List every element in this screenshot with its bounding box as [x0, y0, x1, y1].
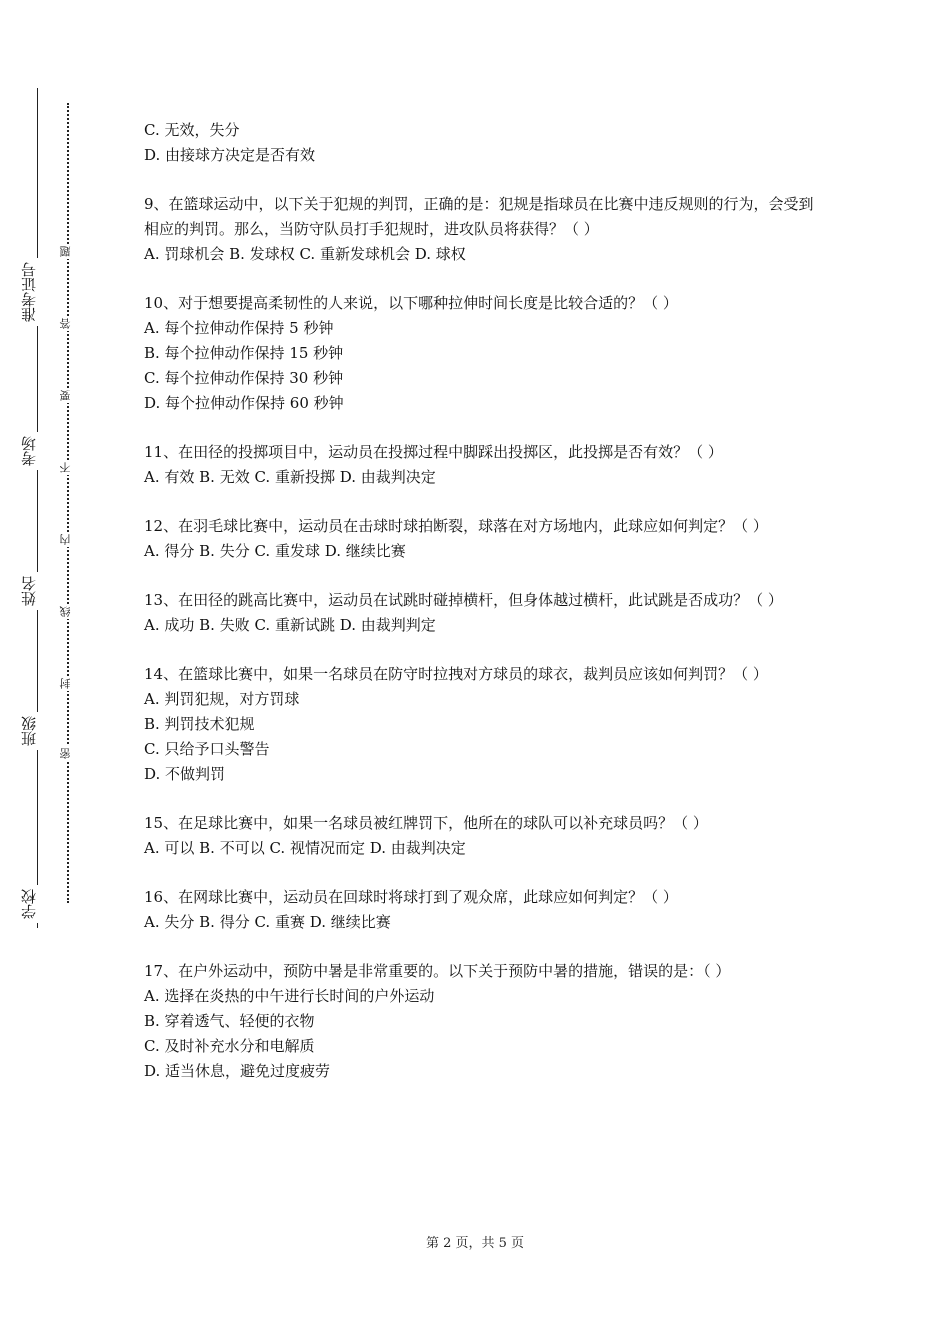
- seal-char: 内: [60, 532, 76, 547]
- question-13: [144, 588, 814, 638]
- question-10: [144, 291, 814, 416]
- option: B. 穿着透气、轻便的衣物: [144, 1012, 315, 1030]
- seal-char: 线: [60, 604, 76, 619]
- seal-char: 密: [60, 746, 76, 761]
- question-17: [144, 959, 814, 1084]
- option: C. 每个拉伸动作保持 30 秒钟: [144, 369, 344, 387]
- option: A. 选择在炎热的中午进行长时间的户外运动: [144, 987, 435, 1005]
- question-12: [144, 514, 814, 564]
- question-9: [144, 192, 814, 267]
- option: D. 适当休息，避免过度疲劳: [144, 1062, 331, 1080]
- question-stem: 12、在羽毛球比赛中，运动员在击球时球拍断裂，球落在对方场地内，此球应如何判定？（ ）: [144, 517, 768, 535]
- question-stem: 14、在篮球比赛中，如果一名球员在防守时拉拽对方球员的球衣，裁判员应该如何判罚？（ ）: [144, 665, 768, 683]
- option: D. 由接球方决定是否有效: [144, 146, 316, 164]
- page-number: 第 2 页，共 5 页: [425, 1236, 525, 1251]
- option: C. 及时补充水分和电解质: [144, 1037, 315, 1055]
- binding-solid-line: [37, 88, 38, 928]
- option: A. 每个拉伸动作保持 5 秒钟: [144, 319, 334, 337]
- question-stem: 9、在篮球运动中，以下关于犯规的判罚，正确的是：犯规是指球员在比赛中违反规则的行为，会受到相应的判罚。那么，当防守队员打手犯规时，进攻队员将获得？（ ）: [144, 195, 814, 238]
- question-stem: 13、在田径的跳高比赛中，运动员在试跳时碰掉横杆，但身体越过横杆，此试跳是否成功？（ ）: [144, 591, 783, 609]
- option: D. 不做判罚: [144, 765, 226, 783]
- option: A. 失分 B. 得分 C. 重赛 D. 继续比赛: [144, 913, 391, 931]
- question-15: [144, 811, 814, 861]
- question-16: [144, 885, 814, 935]
- class-label: 班级: [22, 712, 52, 750]
- option: B. 判罚技术犯规: [144, 715, 255, 733]
- option: A. 得分 B. 失分 C. 重发球 D. 继续比赛: [144, 542, 406, 560]
- question-stem: 17、在户外运动中，预防中暑是非常重要的。以下关于预防中暑的措施，错误的是：（ ）: [144, 962, 731, 980]
- seal-char: 不: [60, 460, 76, 475]
- option: B. 每个拉伸动作保持 15 秒钟: [144, 344, 344, 362]
- question-stem: 15、在足球比赛中，如果一名球员被红牌罚下，他所在的球队可以补充球员吗？（ ）: [144, 814, 708, 832]
- seal-char: 封: [60, 676, 76, 691]
- option: A. 成功 B. 失败 C. 重新试跳 D. 由裁判判定: [144, 616, 436, 634]
- seal-char: 题: [60, 244, 76, 259]
- carry-over-question: [144, 118, 814, 168]
- question-stem: 10、对于想要提高柔韧性的人来说，以下哪种拉伸时间长度是比较合适的？（ ）: [144, 294, 678, 312]
- seal-char: 要: [60, 388, 76, 403]
- question-stem: 16、在网球比赛中，运动员在回球时将球打到了观众席，此球应如何判定？（ ）: [144, 888, 678, 906]
- question-content: [144, 118, 814, 1108]
- option: A. 罚球机会 B. 发球权 C. 重新发球机会 D. 球权: [144, 245, 466, 263]
- question-11: [144, 440, 814, 490]
- student-name-label: 姓名: [22, 572, 52, 610]
- option: C. 只给予口头警告: [144, 740, 270, 758]
- question-stem: 11、在田径的投掷项目中，运动员在投掷过程中脚踩出投掷区，此投掷是否有效？（ ）: [144, 443, 723, 461]
- binding-margin: [0, 0, 90, 1344]
- exam-number-label: 准考证号: [22, 258, 52, 326]
- option: A. 判罚犯规，对方罚球: [144, 690, 300, 708]
- exam-room-label: 考场: [22, 432, 52, 470]
- option: A. 可以 B. 不可以 C. 视情况而定 D. 由裁判决定: [144, 839, 466, 857]
- option: C. 无效，失分: [144, 121, 240, 139]
- seal-char: 答: [60, 316, 76, 331]
- seal-dotted-line: [67, 103, 69, 903]
- option: D. 每个拉伸动作保持 60 秒钟: [144, 394, 344, 412]
- school-label: 学校: [22, 885, 52, 923]
- option: A. 有效 B. 无效 C. 重新投掷 D. 由裁判决定: [144, 468, 436, 486]
- question-14: [144, 662, 814, 787]
